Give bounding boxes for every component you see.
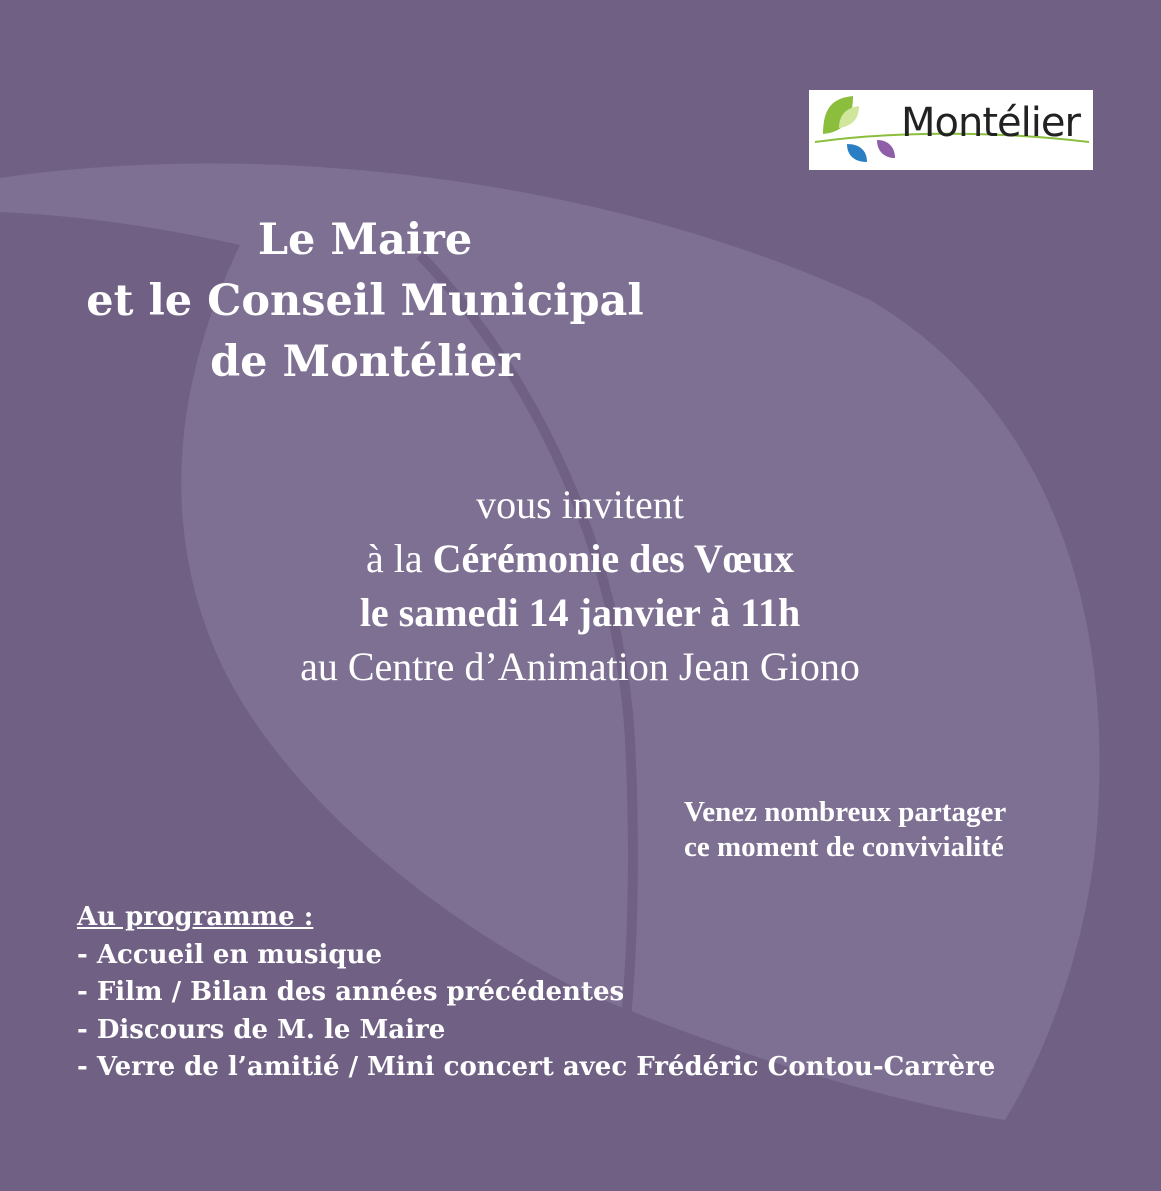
- heading-line-3: de Montélier: [210, 337, 520, 387]
- program-item: - Verre de l’amitié / Mini concert avec Frédéric Contou-Carrère: [77, 1052, 996, 1082]
- program-section: [77, 899, 995, 1087]
- invitation-text: [230, 478, 930, 694]
- invite-location: au Centre d’Animation Jean Giono: [300, 644, 860, 689]
- callout-line-1: Venez nombreux partager: [684, 796, 1007, 828]
- callout-line-2: ce moment de convivialité: [684, 831, 1004, 863]
- program-item: - Accueil en musique: [77, 939, 382, 970]
- heading-line-1: Le Maire: [257, 215, 473, 265]
- logo-text: Montélier: [901, 100, 1080, 146]
- callout-text: [684, 795, 1006, 865]
- invite-line-2-prefix: à la: [365, 536, 433, 581]
- heading: [60, 210, 670, 393]
- invite-date: [230, 586, 930, 640]
- program-item: - Film / Bilan des années précédentes: [77, 977, 625, 1007]
- heading-line-2: et le Conseil Municipal: [86, 276, 644, 326]
- invite-line-1: vous invitent: [476, 482, 684, 527]
- invite-line-2: [230, 532, 930, 586]
- program-item: - Discours de M. le Maire: [77, 1014, 446, 1045]
- montelier-logo: [809, 90, 1093, 170]
- ceremony-name: Cérémonie des Vœux: [432, 536, 795, 581]
- invite-date-text: le samedi 14 janvier à 11h: [359, 590, 801, 635]
- program-title: Au programme :: [77, 902, 314, 932]
